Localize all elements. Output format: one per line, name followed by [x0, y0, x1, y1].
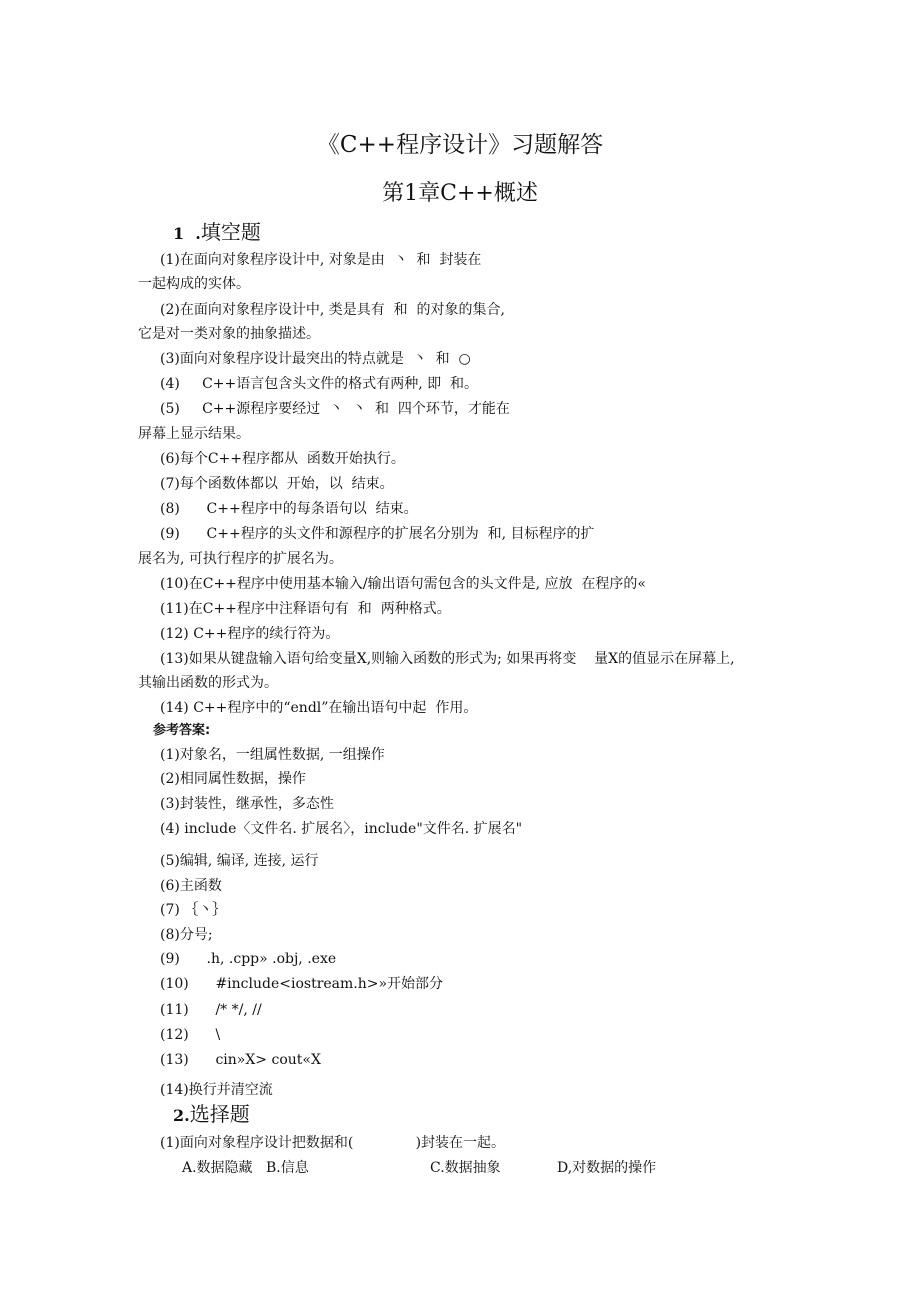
question-1-line-1: (1)在面向对象程序设计中, 对象是由 丶 和 封装在: [160, 252, 482, 268]
question-2-line-2: 它是对一类对象的抽象描述。: [138, 326, 320, 342]
answer-14: (14)换行并清空流: [160, 1082, 273, 1098]
section-number: 1 .: [173, 224, 201, 243]
question-13-line-1: (13)如果从键盘输入语句给变量X,则输入函数的形式为; 如果再将变 量X的值显示在屏幕上,: [160, 651, 735, 667]
section-label: 选择题: [189, 1102, 250, 1126]
question-3: (3)面向对象程序设计最突出的特点就是 丶 和 ○: [160, 351, 471, 367]
answer-1: (1)对象名，一组属性数据, 一组操作: [160, 747, 385, 763]
answer-10: (10) #include<iostream.h>»开始部分: [160, 976, 444, 992]
section-label: 填空题: [200, 220, 261, 244]
answer-13: (13) cin»X> cout«X: [160, 1052, 321, 1068]
answer-6: (6)主函数: [160, 878, 222, 894]
answer-2: (2)相同属性数据，操作: [160, 771, 306, 787]
question-13-line-2: 其输出函数的形式为。: [138, 675, 278, 691]
choice-option-d: D,对数据的操作: [557, 1160, 657, 1176]
document-title: 《C++程序设计》习题解答: [316, 132, 604, 158]
section-number: 2.: [173, 1106, 190, 1125]
question-12: (12) C++程序的续行符为。: [160, 626, 340, 642]
question-6: (6)每个C++程序都从 函数开始执行。: [160, 451, 405, 467]
chapter-heading: 第1章C++概述: [382, 181, 538, 206]
question-11: (11)在C++程序中注释语句有 和 两种格式。: [160, 601, 451, 617]
answer-5: (5)编辑, 编译, 连接, 运行: [160, 853, 319, 869]
choice-option-a: A.数据隐藏: [182, 1160, 253, 1176]
question-10: (10)在C++程序中使用基本输入/输出语句需包含的头文件是, 应放 在程序的«: [160, 576, 646, 592]
question-8: (8) C++程序中的每条语句以 结束。: [160, 501, 418, 517]
answer-8: (8)分号;: [160, 927, 213, 943]
question-9-line-1: (9) C++程序的头文件和源程序的扩展名分别为 和, 目标程序的扩: [160, 526, 595, 542]
answer-4: (4) include〈文件名. 扩展名〉，include"文件名. 扩展名": [160, 821, 523, 837]
question-5-line-1: (5) C++源程序要经过 丶 丶 和 四个环节，才能在: [160, 401, 510, 417]
question-4: (4) C++语言包含头文件的格式有两种, 即 和。: [160, 376, 479, 392]
question-5-line-2: 屏幕上显示结果。: [138, 426, 250, 442]
section-heading-fill-blank: [173, 220, 261, 246]
answers-label: 参考答案:: [153, 723, 211, 738]
answer-11: (11) /* */, //: [160, 1002, 262, 1018]
question-1-line-2: 一起构成的实体。: [138, 276, 250, 292]
choice-question-1: (1)面向对象程序设计把数据和( )封装在一起。: [160, 1135, 506, 1151]
section-heading-multiple-choice: [173, 1102, 250, 1128]
choice-option-c: C.数据抽象: [430, 1160, 501, 1176]
answer-9: (9) .h, .cpp» .obj, .exe: [160, 951, 337, 967]
choice-option-b: B.信息: [266, 1160, 309, 1176]
answer-3: (3)封装性，继承性，多态性: [160, 796, 334, 812]
answer-12: (12) \: [160, 1027, 221, 1043]
question-9-line-2: 展名为, 可执行程序的扩展名为。: [138, 551, 343, 567]
question-2-line-1: (2)在面向对象程序设计中, 类是具有 和 的对象的集合,: [160, 302, 505, 318]
question-14: (14) C++程序中的“endl”在输出语句中起 作用。: [160, 700, 478, 716]
answer-7: (7) ｛丶｝: [160, 902, 227, 918]
question-7: (7)每个函数体都以 开始，以 结束。: [160, 476, 394, 492]
